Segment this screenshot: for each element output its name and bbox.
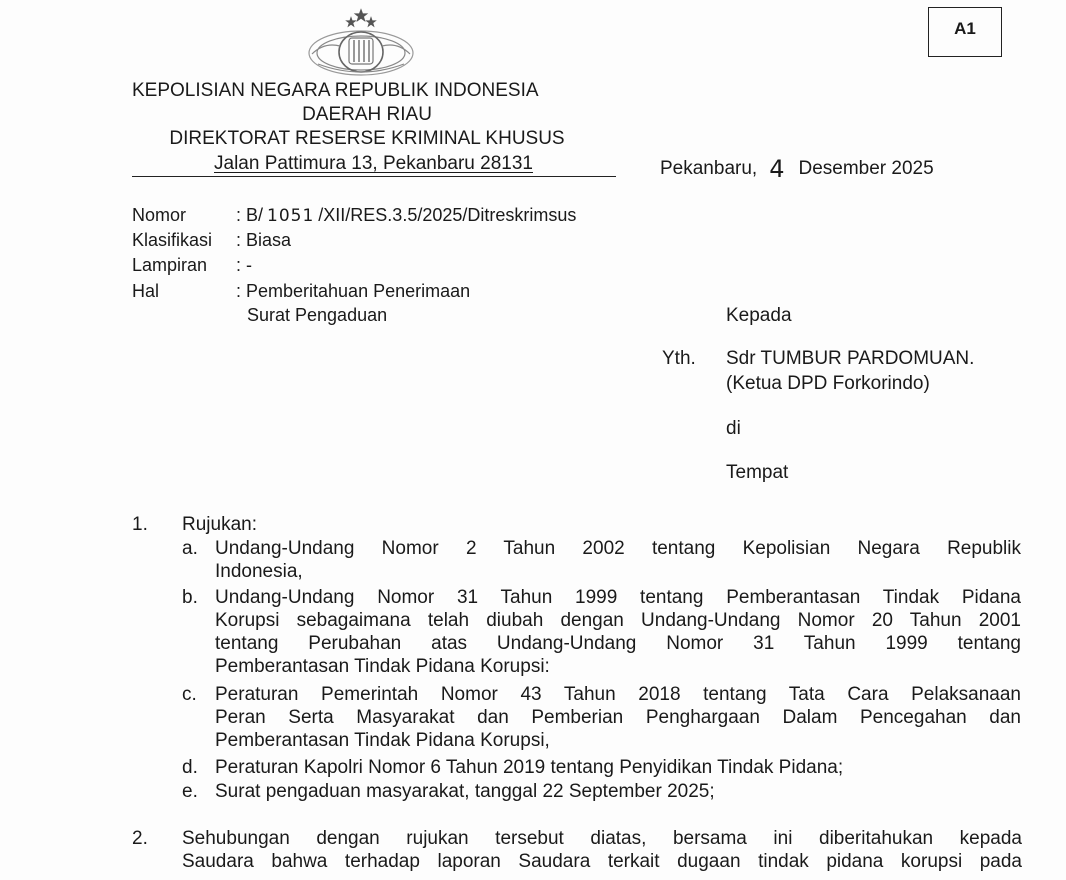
lampiran-label: Lampiran bbox=[132, 255, 208, 275]
rujukan-c-letter: c. bbox=[182, 684, 197, 705]
rujukan-c-line3: Pemberantasan Tindak Pidana Korupsi, bbox=[215, 730, 550, 751]
rujukan-d-letter: d. bbox=[182, 757, 198, 778]
rujukan-b-line1: Undang-Undang Nomor 31 Tahun 1999 tentang Pemberantasan Tindak Pidana bbox=[215, 587, 1021, 608]
klasifikasi-label: Klasifikasi bbox=[132, 230, 213, 250]
lampiran-value: : - bbox=[236, 255, 252, 275]
meta-lampiran bbox=[132, 254, 252, 276]
recipient-name: Sdr TUMBUR PARDOMUAN. bbox=[726, 348, 975, 369]
recipient-title: (Ketua DPD Forkorindo) bbox=[726, 373, 930, 394]
nomor-handwritten: 1051 bbox=[267, 206, 315, 226]
rujukan-e-letter: e. bbox=[182, 781, 198, 802]
rujukan-b-line4: Pemberantasan Tindak Pidana Korupsi: bbox=[215, 656, 550, 677]
rujukan-b-letter: b. bbox=[182, 587, 198, 608]
header-divider bbox=[132, 176, 616, 177]
rujukan-c-line2: Peran Serta Masyarakat dan Pemberian Penghargaan Dalam Pencegahan dan bbox=[215, 707, 1021, 728]
document-code-box: A1 bbox=[928, 7, 1002, 57]
rujukan-d-line1: Peraturan Kapolri Nomor 6 Tahun 2019 tentang Penyidikan Tindak Pidana; bbox=[215, 757, 844, 778]
rujukan-a-line2: Indonesia, bbox=[215, 561, 303, 582]
rujukan-a-line1: Undang-Undang Nomor 2 Tahun 2002 tentang Kepolisian Negara Republik bbox=[215, 538, 1021, 559]
header-region: DAERAH RIAU bbox=[302, 104, 432, 125]
meta-klasifikasi bbox=[132, 229, 291, 251]
date-day-handwritten: 4 bbox=[769, 155, 785, 183]
rujukan-e-line1: Surat pengaduan masyarakat, tanggal 22 September 2025; bbox=[215, 781, 715, 802]
nomor-label: Nomor bbox=[132, 205, 187, 225]
section2-line1: Sehubungan dengan rujukan tersebut diatas, bersama ini diberitahukan kepada bbox=[182, 828, 1022, 849]
police-emblem-logo bbox=[304, 8, 418, 78]
date-month-year: Desember 2025 bbox=[798, 158, 934, 179]
header-directorate: DIREKTORAT RESERSE KRIMINAL KHUSUS bbox=[169, 128, 565, 149]
hal-label: Hal bbox=[132, 281, 160, 301]
recipient-yth: Yth. bbox=[662, 348, 696, 369]
recipient-tempat: Tempat bbox=[726, 462, 789, 483]
hal-value-line1: : Pemberitahuan Penerimaan bbox=[236, 281, 471, 301]
nomor-prefix: : B/ bbox=[236, 205, 264, 225]
section2-number: 2. bbox=[132, 828, 148, 849]
rujukan-b-line3: tentang Perubahan atas Undang-Undang Nomor 31 Tahun 1999 tentang bbox=[215, 633, 1021, 654]
letter-date bbox=[660, 152, 934, 183]
header-address: Jalan Pattimura 13, Pekanbaru 28131 bbox=[214, 153, 533, 174]
recipient-di: di bbox=[726, 418, 741, 439]
date-place: Pekanbaru, bbox=[660, 158, 758, 179]
hal-value-line2: Surat Pengaduan bbox=[247, 305, 388, 325]
section2-line2: Saudara bahwa terhadap laporan Saudara terkait dugaan tindak pidana korupsi pada bbox=[182, 851, 1022, 872]
nomor-suffix: /XII/RES.3.5/2025/Ditreskrimsus bbox=[318, 205, 577, 225]
section1-heading: Rujukan: bbox=[182, 514, 257, 535]
rujukan-c-line1: Peraturan Pemerintah Nomor 43 Tahun 2018 tentang Tata Cara Pelaksanaan bbox=[215, 684, 1021, 705]
meta-hal bbox=[132, 280, 470, 302]
rujukan-a-letter: a. bbox=[182, 538, 198, 559]
section1-number: 1. bbox=[132, 514, 148, 535]
recipient-kepada: Kepada bbox=[726, 305, 792, 326]
meta-nomor bbox=[132, 204, 576, 227]
klasifikasi-value: : Biasa bbox=[236, 230, 292, 250]
rujukan-b-line2: Korupsi sebagaimana telah diubah dengan Undang-Undang Nomor 20 Tahun 2001 bbox=[215, 610, 1021, 631]
header-institution: KEPOLISIAN NEGARA REPUBLIK INDONESIA bbox=[132, 80, 539, 101]
